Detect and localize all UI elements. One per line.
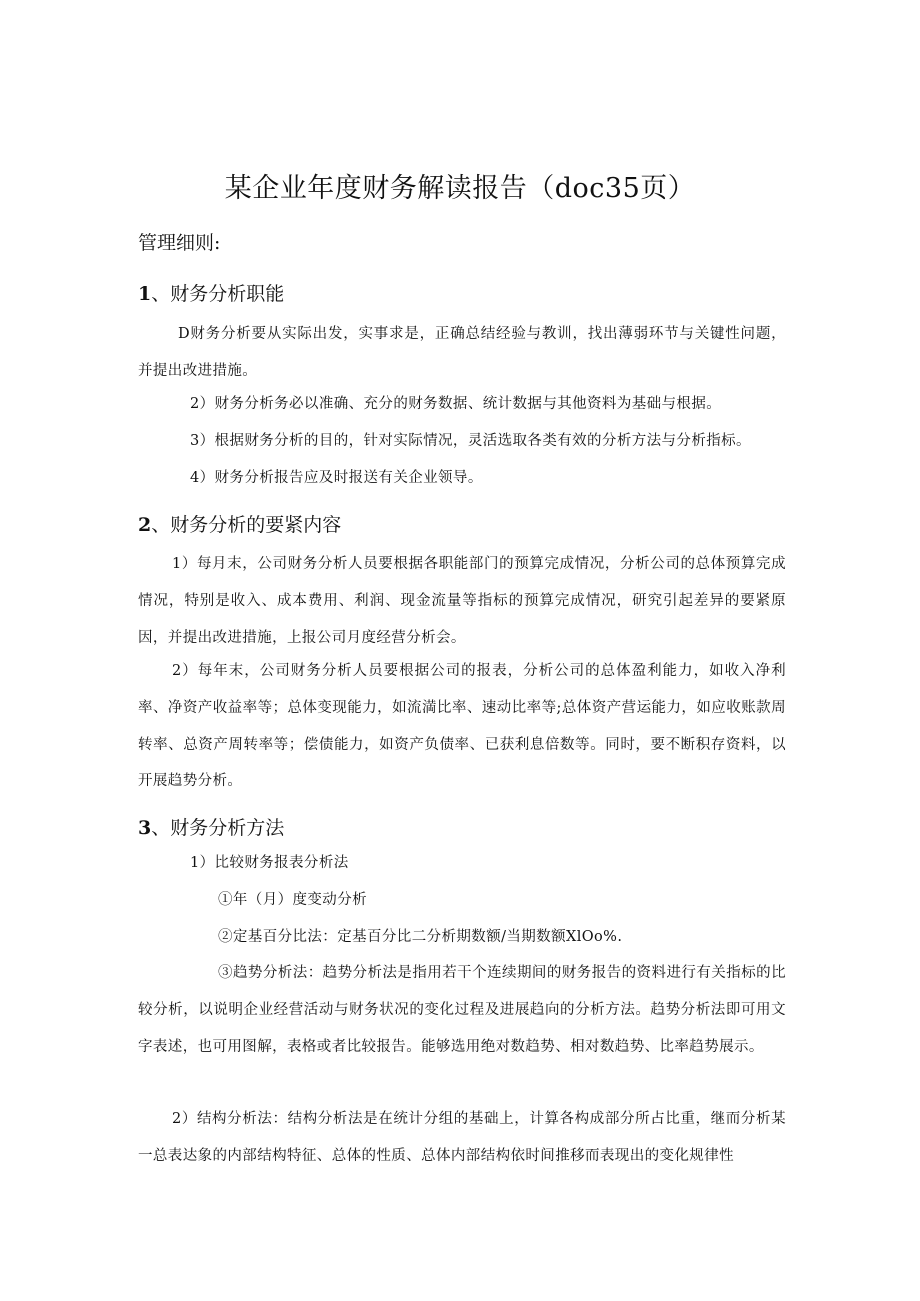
section-number: 3 (138, 817, 152, 839)
paragraph-1-4: 4）财务分析报告应及时报送有关企业领导。 (190, 470, 483, 486)
management-rules-label: 管理细则: (138, 232, 221, 254)
section-title: 、财务分析职能 (151, 283, 285, 305)
method-annual-change: ①年（月）度变动分析 (218, 892, 367, 908)
paragraph-1-1: D财务分析要从实际出发，实事求是，正确总结经验与教训，找出薄弱环节与关键性问题，并提出改进措施。 (138, 326, 786, 379)
method-fixed-base: ②定基百分比法：定基百分比二分析期数额/当期数额XlOo%. (218, 929, 623, 945)
section-title: 、财务分析的要紧内容 (151, 514, 342, 536)
section-heading-2 (138, 510, 341, 537)
section-number: 2 (138, 514, 152, 536)
section-number: 1 (138, 283, 152, 305)
section-heading-1 (138, 279, 284, 306)
section-title: 、财务分析方法 (151, 817, 285, 839)
document-title: 某企业年度财务解读报告（doc35页） (224, 173, 696, 204)
paragraph-1-2: 2）财务分析务必以准确、充分的财务数据、统计数据与其他资料为基础与根据。 (190, 396, 722, 412)
method-comparison: 1）比较财务报表分析法 (190, 855, 349, 871)
paragraph-1-3: 3）根据财务分析的目的，针对实际情况，灵活选取各类有效的分析方法与分析指标。 (190, 433, 751, 449)
section-heading-3 (138, 813, 284, 840)
paragraph-2-1: 1）每月末，公司财务分析人员要根据各职能部门的预算完成情况，分析公司的总体预算完成情况，特别是收入、成本费用、利润、现金流量等指标的预算完成情况，研究引起差异的要紧原因，并提出改进措施，上报公司月度经营分析会。 (138, 556, 786, 646)
method-trend: ③趋势分析法：趋势分析法是指用若干个连续期间的财务报告的资料进行有关指标的比较分析，以说明企业经营活动与财务状况的变化过程及进展趋向的分析方法。趋势分析法即可用文字表述，也可用图解，表格或者比较报告。能够选用绝对数趋势、相对数趋势、比率趋势展示。 (138, 965, 786, 1055)
method-structure: 2）结构分析法：结构分析法是在统计分组的基础上，计算各构成部分所占比重，继而分析某一总表达象的内部结构特征、总体的性质、总体内部结构依时间推移而表现出的变化规律性 (138, 1111, 786, 1164)
paragraph-2-2: 2）每年末，公司财务分析人员要根据公司的报表，分析公司的总体盈利能力，如收入净利率、净资产收益率等；总体变现能力，如流満比率、速动比率等;总体资产营运能力，如应收账款周转率、总资产周转率等；偿债能力，如资产负债率、已获利息倍数等。同时，要不断积存资料，以开展趋势分析。 (138, 663, 786, 790)
